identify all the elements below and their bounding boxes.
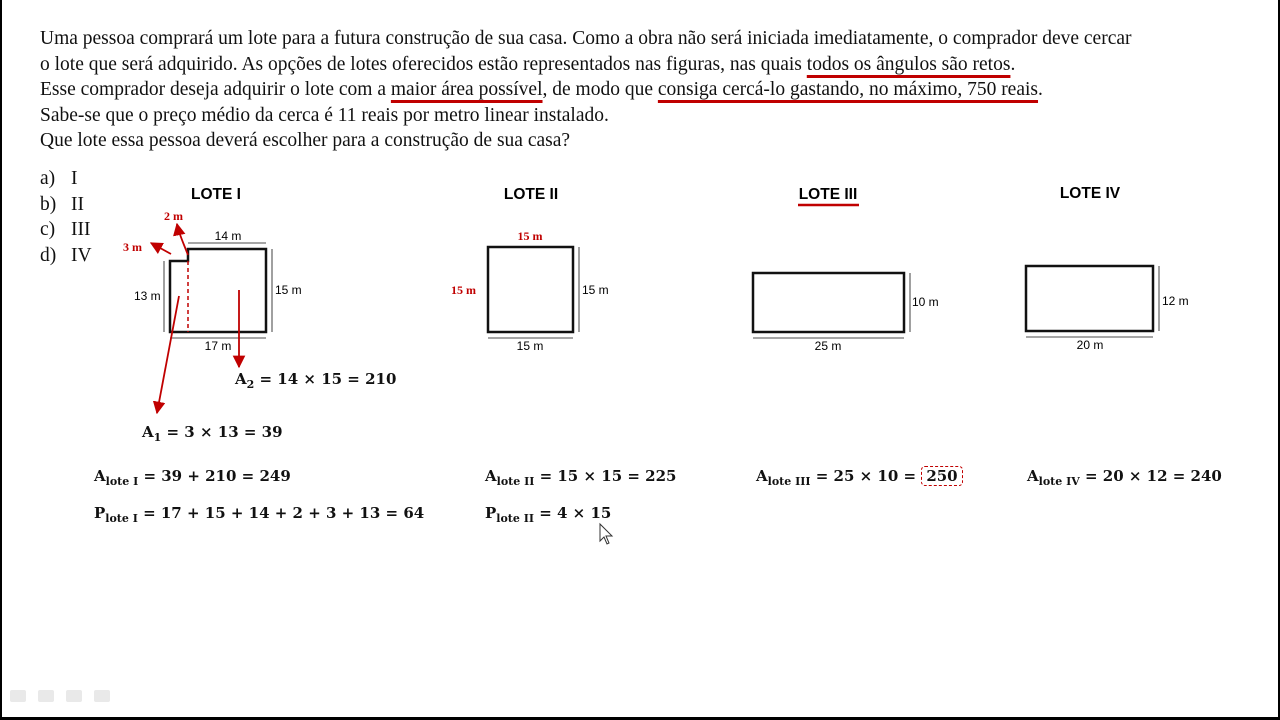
- question-line-4: Sabe-se que o preço médio da cerca é 11 reais por metro linear instalado.: [40, 104, 609, 126]
- eq-symbol: A: [756, 467, 768, 485]
- question-text-part: Esse comprador deseja adquirir o lote com a: [40, 79, 391, 101]
- perimeter-lot-2-equation: [485, 504, 611, 525]
- eq-body: = 25 × 10 =: [810, 467, 922, 485]
- eq-subscript: lote II: [496, 512, 534, 525]
- lot-3-bottom-dim: 25 m: [814, 339, 842, 353]
- question-text-part: .: [1010, 53, 1016, 75]
- option-key: d): [40, 244, 57, 266]
- lot-2-top-dim: 15 m: [517, 229, 543, 243]
- eq-body: = 20 × 12 = 240: [1079, 467, 1222, 485]
- question-text-part: .: [1038, 79, 1043, 101]
- lot-2-figure: [451, 186, 609, 353]
- lot-3-title: LOTE III: [798, 186, 858, 203]
- eq-symbol: A: [142, 423, 154, 441]
- lot-2-bottom-dim: 15 m: [516, 339, 544, 353]
- option-label: I: [71, 168, 78, 189]
- eq-body: = 14 × 15 = 210: [254, 370, 397, 388]
- option-key: c): [40, 219, 56, 240]
- eq-body: = 39 + 210 = 249: [138, 467, 291, 485]
- lot-1-bottom-dim: 17 m: [204, 339, 232, 353]
- lot-3-outline: [753, 273, 904, 332]
- slide: [2, 0, 1278, 717]
- lot-4-outline: [1026, 266, 1153, 331]
- question-line-1: Uma pessoa comprará um lote para a futura construção de sua casa. Como a obra não será iniciada imediatamente, o comprador deve cercar: [40, 28, 1132, 49]
- option-label: II: [71, 193, 84, 215]
- eq-symbol: P: [485, 504, 497, 522]
- option-key: a): [40, 168, 56, 189]
- slide-nav-controls: [10, 690, 110, 702]
- eq-subscript: 2: [246, 378, 255, 391]
- question-line-5: Que lote essa pessoa deverá escolher para a construção de sua casa?: [40, 130, 571, 152]
- area-2-equation: [235, 370, 396, 391]
- eq-subscript: lote III: [767, 475, 811, 488]
- lot-1-step-height: 2 m: [164, 209, 183, 223]
- lot-1-title: LOTE I: [191, 186, 241, 203]
- area-1-arrow: [157, 296, 179, 413]
- step-height-arrow: [177, 224, 188, 255]
- lot-1-right-dim: 15 m: [275, 283, 302, 297]
- previous-arrow-icon[interactable]: [10, 690, 26, 702]
- lot-2-outline: [488, 247, 573, 332]
- lot-figures: [2, 0, 1278, 717]
- lot-4-right-dim: 12 m: [1162, 294, 1189, 308]
- lot-3-right-dim: 10 m: [912, 295, 939, 309]
- step-width-arrow: [151, 243, 171, 254]
- eq-body: = 17 + 15 + 14 + 2 + 3 + 13 = 64: [137, 504, 425, 522]
- lot-2-left-dim: 15 m: [451, 283, 476, 297]
- option-label: III: [71, 219, 91, 240]
- question-text-part: o lote que será adquirido. As opções de lotes oferecidos estão representados nas figuras, nas quais: [40, 53, 807, 75]
- lot-1-outline: [170, 249, 266, 332]
- eq-body: = 4 × 15: [534, 504, 612, 522]
- underline-largest-area: maior área possível: [390, 79, 543, 101]
- lot-1-step-width: 3 m: [123, 240, 142, 254]
- eq-symbol: A: [485, 467, 497, 485]
- lot-3-figure: [753, 186, 939, 353]
- lot-2-title: LOTE II: [503, 186, 559, 203]
- lot-4-figure: [1026, 185, 1189, 352]
- area-lot-1-equation: [94, 467, 291, 488]
- lot-2-right-dim: 15 m: [582, 283, 609, 297]
- eq-subscript: lote I: [105, 475, 139, 488]
- highlighted-max-area: 250: [921, 466, 962, 486]
- eq-subscript: lote II: [496, 475, 535, 488]
- pen-icon[interactable]: [38, 690, 54, 702]
- lot-4-bottom-dim: 20 m: [1076, 338, 1104, 352]
- eq-subscript: lote IV: [1038, 475, 1080, 488]
- area-lot-3-equation: [756, 467, 963, 488]
- underline-right-angles: todos os ângulos são retos: [806, 53, 1011, 75]
- mouse-cursor-icon: [600, 524, 612, 544]
- option-key: b): [40, 193, 57, 215]
- perimeter-lot-1-equation: [94, 504, 424, 525]
- lot-1-top-dim: 14 m: [214, 229, 242, 243]
- next-arrow-icon[interactable]: [94, 690, 110, 702]
- eq-body: = 15 × 15 = 225: [534, 467, 677, 485]
- lot-1-left-dim: 13 m: [134, 289, 161, 303]
- eq-subscript: 1: [153, 431, 162, 444]
- area-1-equation: [142, 423, 283, 444]
- eq-body: = 3 × 13 = 39: [161, 423, 283, 441]
- question-text-part: , de modo que: [542, 79, 658, 101]
- underline-budget: consiga cercá-lo gastando, no máximo, 750 reais: [657, 79, 1039, 101]
- option-label: IV: [71, 244, 92, 266]
- lot-4-title: LOTE IV: [1059, 185, 1121, 202]
- eq-symbol: A: [94, 467, 106, 485]
- eq-symbol: P: [94, 504, 106, 522]
- menu-icon[interactable]: [66, 690, 82, 702]
- eq-symbol: A: [235, 370, 247, 388]
- eq-subscript: lote I: [105, 512, 138, 525]
- area-lot-2-equation: [485, 467, 676, 488]
- area-lot-4-equation: [1027, 467, 1222, 488]
- eq-symbol: A: [1027, 467, 1039, 485]
